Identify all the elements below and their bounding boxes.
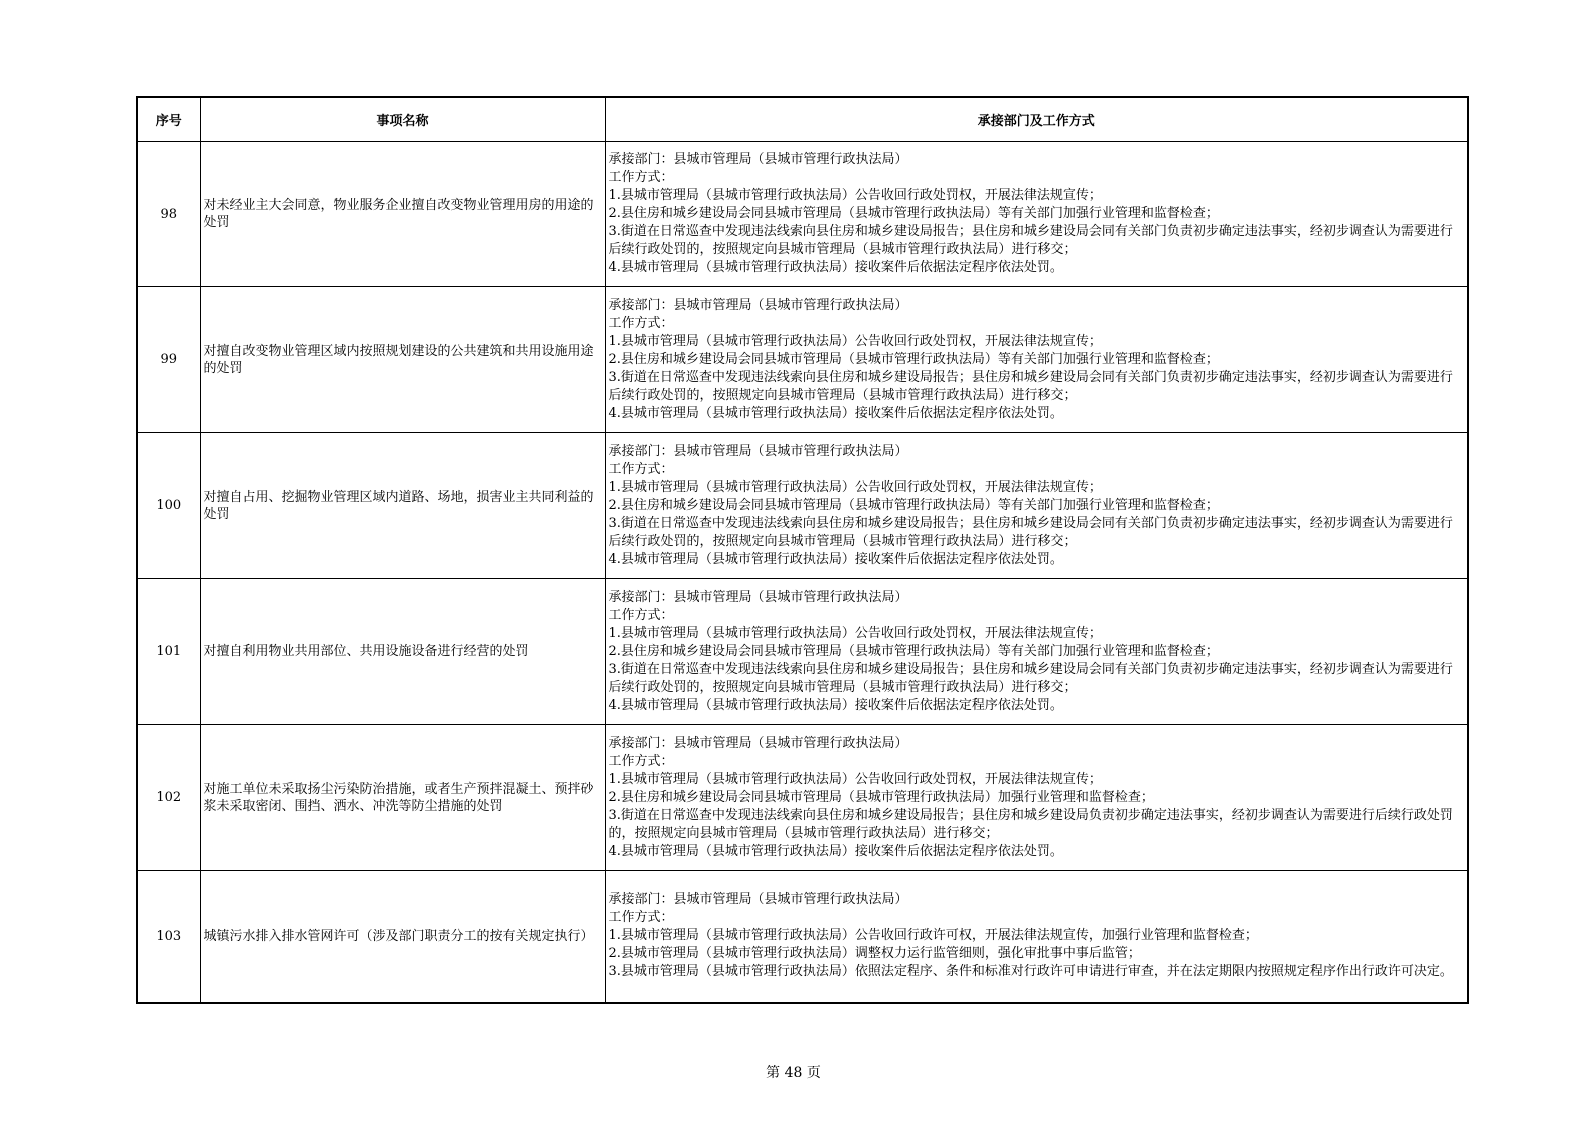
method-heading: 工作方式： bbox=[608, 753, 674, 769]
table-row bbox=[137, 725, 1468, 871]
method-step: 1.县城市管理局（县城市管理行政执法局）公告收回行政处罚权，开展法律法规宣传； bbox=[608, 771, 1102, 787]
row-seq: 103 bbox=[137, 871, 200, 1003]
row-dept-method bbox=[605, 142, 1468, 287]
row-item-name: 城镇污水排入排水管网许可（涉及部门职责分工的按有关规定执行） bbox=[200, 871, 605, 1003]
method-step: 3.街道在日常巡查中发现违法线索向县住房和城乡建设局报告；县住房和城乡建设局会同有关部门负责初步确定违法事实，经初步调查认为需要进行后续行政处罚的，按照规定向县城市管理局（县城市管理行政执法局）进行移交； bbox=[608, 661, 1453, 695]
method-step: 3.街道在日常巡查中发现违法线索向县住房和城乡建设局报告；县住房和城乡建设局负责初步确定违法事实，经初步调查认为需要进行后续行政处罚的，按照规定向县城市管理局（县城市管理行政执法局）进行移交； bbox=[608, 807, 1453, 841]
header-dept: 承接部门及工作方式 bbox=[605, 97, 1468, 142]
row-seq: 99 bbox=[137, 287, 200, 433]
header-name: 事项名称 bbox=[200, 97, 605, 142]
method-step: 3.县城市管理局（县城市管理行政执法局）依照法定程序、条件和标准对行政许可申请进行审查，并在法定期限内按照规定程序作出行政许可决定。 bbox=[608, 964, 1453, 980]
row-dept-method bbox=[605, 579, 1468, 725]
row-dept-method bbox=[605, 433, 1468, 579]
table-row bbox=[137, 871, 1468, 1003]
method-heading: 工作方式： bbox=[608, 315, 674, 331]
row-dept-method bbox=[605, 871, 1468, 1003]
method-step: 4.县城市管理局（县城市管理行政执法局）接收案件后依据法定程序依法处罚。 bbox=[608, 551, 1063, 567]
header-seq: 序号 bbox=[137, 97, 200, 142]
page-number: 第 48 页 bbox=[766, 1065, 821, 1081]
method-step: 2.县住房和城乡建设局会同县城市管理局（县城市管理行政执法局）等有关部门加强行业管理和监督检查； bbox=[608, 206, 1219, 221]
row-item-name: 对擅自改变物业管理区域内按照规划建设的公共建筑和共用设施用途的处罚 bbox=[200, 287, 605, 433]
method-step: 1.县城市管理局（县城市管理行政执法局）公告收回行政处罚权，开展法律法规宣传； bbox=[608, 333, 1102, 349]
table-row bbox=[137, 579, 1468, 725]
row-item-name: 对擅自占用、挖掘物业管理区域内道路、场地，损害业主共同利益的处罚 bbox=[200, 433, 605, 579]
dept-line: 承接部门：县城市管理局（县城市管理行政执法局） bbox=[608, 589, 908, 605]
method-step: 3.街道在日常巡查中发现违法线索向县住房和城乡建设局报告；县住房和城乡建设局会同有关部门负责初步确定违法事实，经初步调查认为需要进行后续行政处罚的，按照规定向县城市管理局（县城市管理行政执法局）进行移交； bbox=[608, 224, 1453, 257]
method-step: 4.县城市管理局（县城市管理行政执法局）接收案件后依据法定程序依法处罚。 bbox=[608, 843, 1063, 859]
method-step: 1.县城市管理局（县城市管理行政执法局）公告收回行政许可权，开展法律法规宣传，加强行业管理和监督检查； bbox=[608, 928, 1258, 944]
method-step: 1.县城市管理局（县城市管理行政执法局）公告收回行政处罚权，开展法律法规宣传； bbox=[608, 479, 1102, 495]
row-item-name: 对擅自利用物业共用部位、共用设施设备进行经营的处罚 bbox=[200, 579, 605, 725]
row-seq: 98 bbox=[137, 142, 200, 287]
method-step: 1.县城市管理局（县城市管理行政执法局）公告收回行政处罚权，开展法律法规宣传； bbox=[608, 625, 1102, 641]
method-step: 4.县城市管理局（县城市管理行政执法局）接收案件后依据法定程序依法处罚。 bbox=[608, 697, 1063, 713]
dept-line: 承接部门：县城市管理局（县城市管理行政执法局） bbox=[608, 735, 908, 751]
row-seq: 101 bbox=[137, 579, 200, 725]
method-step: 1.县城市管理局（县城市管理行政执法局）公告收回行政处罚权，开展法律法规宣传； bbox=[608, 188, 1102, 203]
table-row bbox=[137, 287, 1468, 433]
method-step: 4.县城市管理局（县城市管理行政执法局）接收案件后依据法定程序依法处罚。 bbox=[608, 260, 1063, 275]
row-dept-method bbox=[605, 287, 1468, 433]
table-header-row bbox=[137, 97, 1468, 142]
row-item-name: 对未经业主大会同意，物业服务企业擅自改变物业管理用房的用途的处罚 bbox=[200, 142, 605, 287]
method-step: 2.县城市管理局（县城市管理行政执法局）调整权力运行监管细则，强化审批事中事后监管； bbox=[608, 946, 1141, 962]
method-heading: 工作方式： bbox=[608, 910, 674, 926]
method-heading: 工作方式： bbox=[608, 607, 674, 623]
dept-line: 承接部门：县城市管理局（县城市管理行政执法局） bbox=[608, 892, 908, 908]
method-step: 2.县住房和城乡建设局会同县城市管理局（县城市管理行政执法局）等有关部门加强行业管理和监督检查； bbox=[608, 643, 1219, 659]
method-step: 2.县住房和城乡建设局会同县城市管理局（县城市管理行政执法局）等有关部门加强行业管理和监督检查； bbox=[608, 497, 1219, 513]
dept-line: 承接部门：县城市管理局（县城市管理行政执法局） bbox=[608, 297, 908, 313]
method-step: 4.县城市管理局（县城市管理行政执法局）接收案件后依据法定程序依法处罚。 bbox=[608, 405, 1063, 421]
table-row bbox=[137, 433, 1468, 579]
method-step: 3.街道在日常巡查中发现违法线索向县住房和城乡建设局报告；县住房和城乡建设局会同有关部门负责初步确定违法事实，经初步调查认为需要进行后续行政处罚的，按照规定向县城市管理局（县城市管理行政执法局）进行移交； bbox=[608, 369, 1453, 403]
method-step: 2.县住房和城乡建设局会同县城市管理局（县城市管理行政执法局）等有关部门加强行业管理和监督检查； bbox=[608, 351, 1219, 367]
method-step: 3.街道在日常巡查中发现违法线索向县住房和城乡建设局报告；县住房和城乡建设局会同有关部门负责初步确定违法事实，经初步调查认为需要进行后续行政处罚的，按照规定向县城市管理局（县城市管理行政执法局）进行移交； bbox=[608, 515, 1453, 549]
method-heading: 工作方式： bbox=[608, 461, 674, 477]
method-heading: 工作方式： bbox=[608, 170, 674, 185]
row-dept-method bbox=[605, 725, 1468, 871]
row-item-name: 对施工单位未采取扬尘污染防治措施，或者生产预拌混凝土、预拌砂浆未采取密闭、围挡、洒水、冲洗等防尘措施的处罚 bbox=[200, 725, 605, 871]
row-seq: 100 bbox=[137, 433, 200, 579]
row-seq: 102 bbox=[137, 725, 200, 871]
dept-line: 承接部门：县城市管理局（县城市管理行政执法局） bbox=[608, 443, 908, 459]
items-table bbox=[136, 96, 1469, 1004]
table-row bbox=[137, 142, 1468, 287]
method-step: 2.县住房和城乡建设局会同县城市管理局（县城市管理行政执法局）加强行业管理和监督检查； bbox=[608, 789, 1154, 805]
dept-line: 承接部门：县城市管理局（县城市管理行政执法局） bbox=[608, 152, 908, 167]
